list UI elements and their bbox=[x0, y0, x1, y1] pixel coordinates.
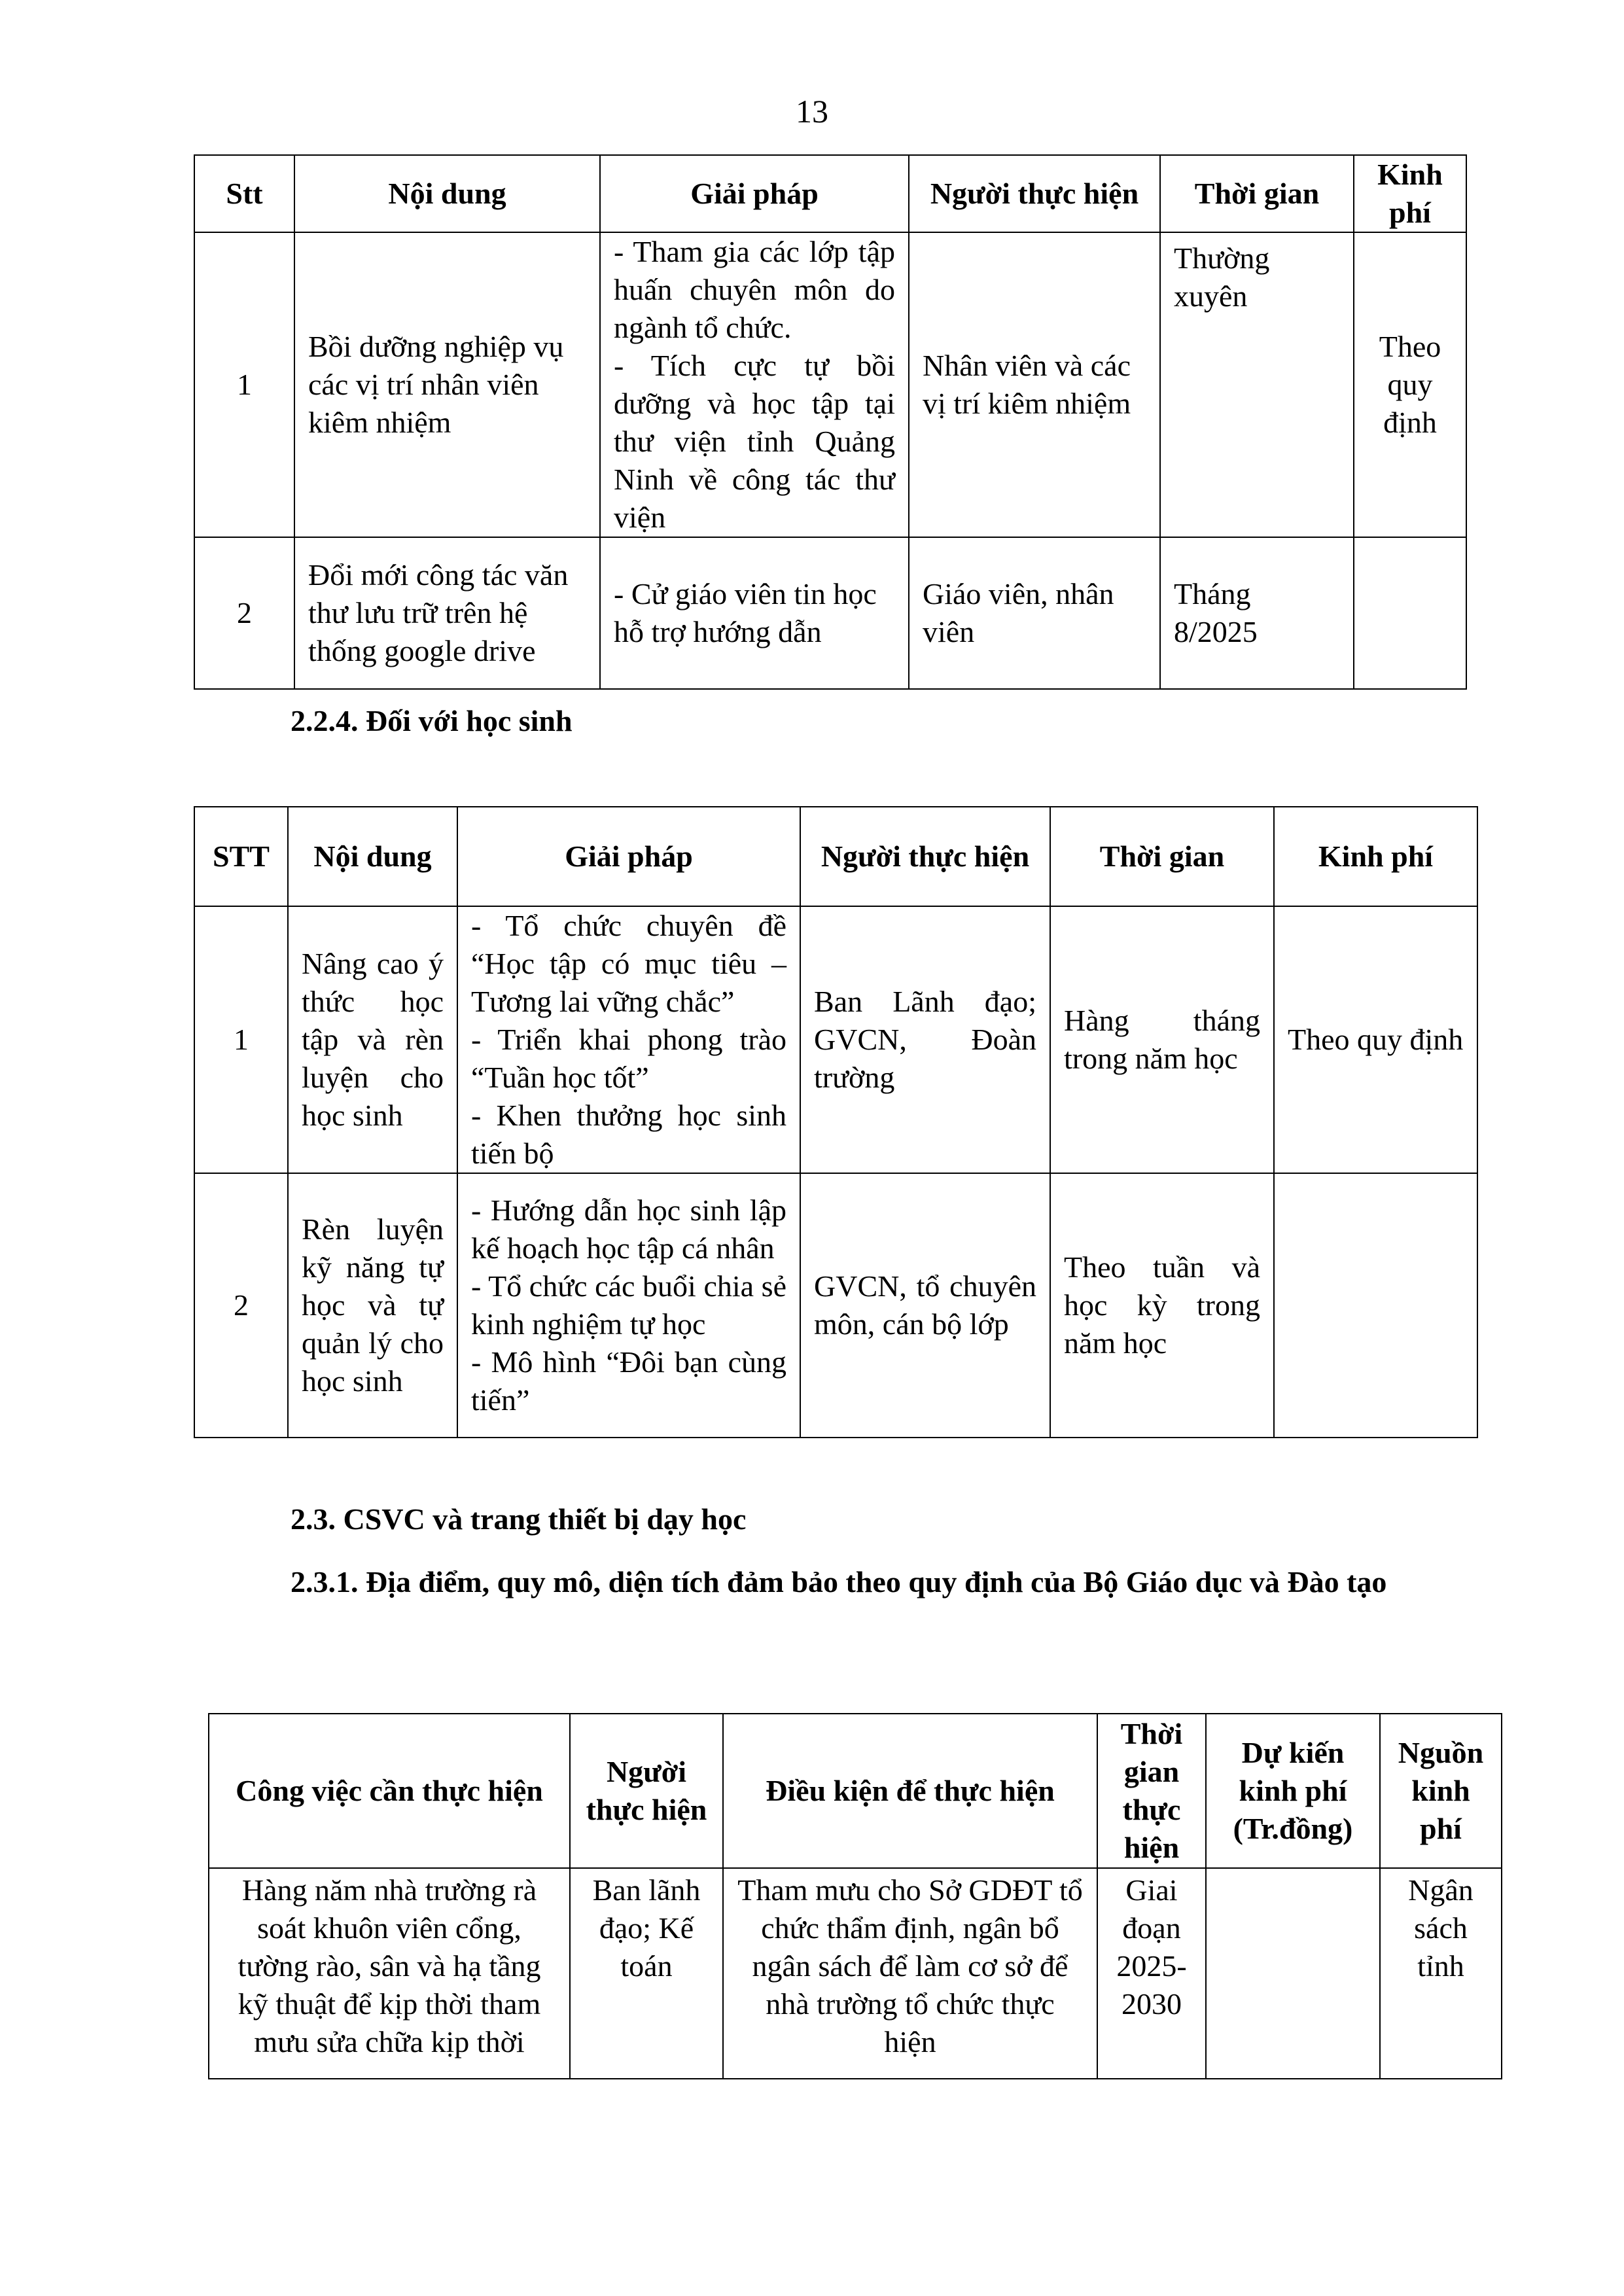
row-cost: Theo quy định bbox=[1274, 906, 1477, 1173]
row-person: Giáo viên, nhân viên bbox=[909, 537, 1160, 689]
row-time: Hàng tháng trong năm học bbox=[1050, 906, 1274, 1173]
row-source: Ngân sách tỉnh bbox=[1380, 1868, 1502, 2079]
row-content: Rèn luyện kỹ năng tự học và tự quản lý cho học sinh bbox=[288, 1173, 457, 1438]
row-content: Bồi dưỡng nghiệp vụ các vị trí nhân viên kiêm nhiệm bbox=[294, 232, 600, 537]
row-work: Hàng năm nhà trường rà soát khuôn viên cổng, tường rào, sân và hạ tầng kỹ thuật để kịp thời tham mưu sửa chữa kịp thời bbox=[209, 1868, 570, 2079]
student-table bbox=[194, 806, 1478, 1438]
row-solution: - Cử giáo viên tin học hỗ trợ hướng dẫn bbox=[600, 537, 909, 689]
row-stt: 1 bbox=[194, 232, 294, 537]
facilities-table bbox=[208, 1713, 1502, 2079]
row-cost: Theo quy định bbox=[1354, 232, 1466, 537]
row-stt: 2 bbox=[194, 1173, 288, 1438]
table-row bbox=[194, 906, 1477, 1173]
row-person: GVCN, tổ chuyên môn, cán bộ lớp bbox=[800, 1173, 1050, 1438]
header-stt: Stt bbox=[194, 155, 294, 232]
section-heading-224: 2.2.4. Đối với học sinh bbox=[291, 704, 573, 737]
row-content: Đổi mới công tác văn thư lưu trữ trên hệ thống google drive bbox=[294, 537, 600, 689]
table-row bbox=[194, 537, 1466, 689]
row-time: Giai đoạn 2025-2030 bbox=[1097, 1868, 1206, 2079]
row-solution: - Tham gia các lớp tập huấn chuyên môn do ngành tổ chức. - Tích cực tự bồi dưỡng và học tập tại thư viện tỉnh Quảng Ninh về công tác thư viện bbox=[600, 232, 909, 537]
header-content: Nội dung bbox=[288, 807, 457, 906]
row-time: Thường xuyên bbox=[1160, 232, 1354, 537]
row-condition: Tham mưu cho Sở GDĐT tổ chức thẩm định, ngân bổ ngân sách để làm cơ sở để nhà trường tổ chức thực hiện bbox=[723, 1868, 1097, 2079]
header-source: Nguồn kinh phí bbox=[1380, 1714, 1502, 1868]
header-solution: Giải pháp bbox=[600, 155, 909, 232]
row-content: Nâng cao ý thức học tập và rèn luyện cho học sinh bbox=[288, 906, 457, 1173]
header-content: Nội dung bbox=[294, 155, 600, 232]
header-solution: Giải pháp bbox=[457, 807, 800, 906]
row-person: Ban lãnh đạo; Kế toán bbox=[570, 1868, 723, 2079]
header-person: Người thực hiện bbox=[909, 155, 1160, 232]
header-person: Người thực hiện bbox=[800, 807, 1050, 906]
header-work: Công việc cần thực hiện bbox=[209, 1714, 570, 1868]
section-heading-231: 2.3.1. Địa điểm, quy mô, diện tích đảm bảo theo quy định của Bộ Giáo dục và Đào tạo bbox=[291, 1565, 1387, 1598]
header-cost: Kinh phí bbox=[1354, 155, 1466, 232]
staff-training-table bbox=[194, 154, 1467, 690]
header-person: Người thực hiện bbox=[570, 1714, 723, 1868]
header-time: Thời gian bbox=[1050, 807, 1274, 906]
row-person: Ban Lãnh đạo; GVCN, Đoàn trường bbox=[800, 906, 1050, 1173]
row-time: Theo tuần và học kỳ trong năm học bbox=[1050, 1173, 1274, 1438]
row-budget bbox=[1206, 1868, 1380, 2079]
row-stt: 2 bbox=[194, 537, 294, 689]
table-row bbox=[194, 232, 1466, 537]
header-condition: Điều kiện để thực hiện bbox=[723, 1714, 1097, 1868]
row-solution: - Tổ chức chuyên đề “Học tập có mục tiêu – Tương lai vững chắc” - Triển khai phong trào “Tuần học tốt” - Khen thưởng học sinh tiến bộ bbox=[457, 906, 800, 1173]
row-cost bbox=[1354, 537, 1466, 689]
header-time: Thời gian thực hiện bbox=[1097, 1714, 1206, 1868]
table-row bbox=[194, 1173, 1477, 1438]
header-cost: Kinh phí bbox=[1274, 807, 1477, 906]
header-stt: STT bbox=[194, 807, 288, 906]
table-row bbox=[209, 1868, 1502, 2079]
row-cost bbox=[1274, 1173, 1477, 1438]
header-time: Thời gian bbox=[1160, 155, 1354, 232]
row-person: Nhân viên và các vị trí kiêm nhiệm bbox=[909, 232, 1160, 537]
header-budget: Dự kiến kinh phí (Tr.đồng) bbox=[1206, 1714, 1380, 1868]
row-time: Tháng 8/2025 bbox=[1160, 537, 1354, 689]
row-stt: 1 bbox=[194, 906, 288, 1173]
section-heading-23: 2.3. CSVC và trang thiết bị dạy học bbox=[291, 1502, 747, 1536]
page-number: 13 bbox=[796, 93, 828, 130]
row-solution: - Hướng dẫn học sinh lập kế hoạch học tập cá nhân - Tổ chức các buổi chia sẻ kinh nghiệm tự học - Mô hình “Đôi bạn cùng tiến” bbox=[457, 1173, 800, 1438]
